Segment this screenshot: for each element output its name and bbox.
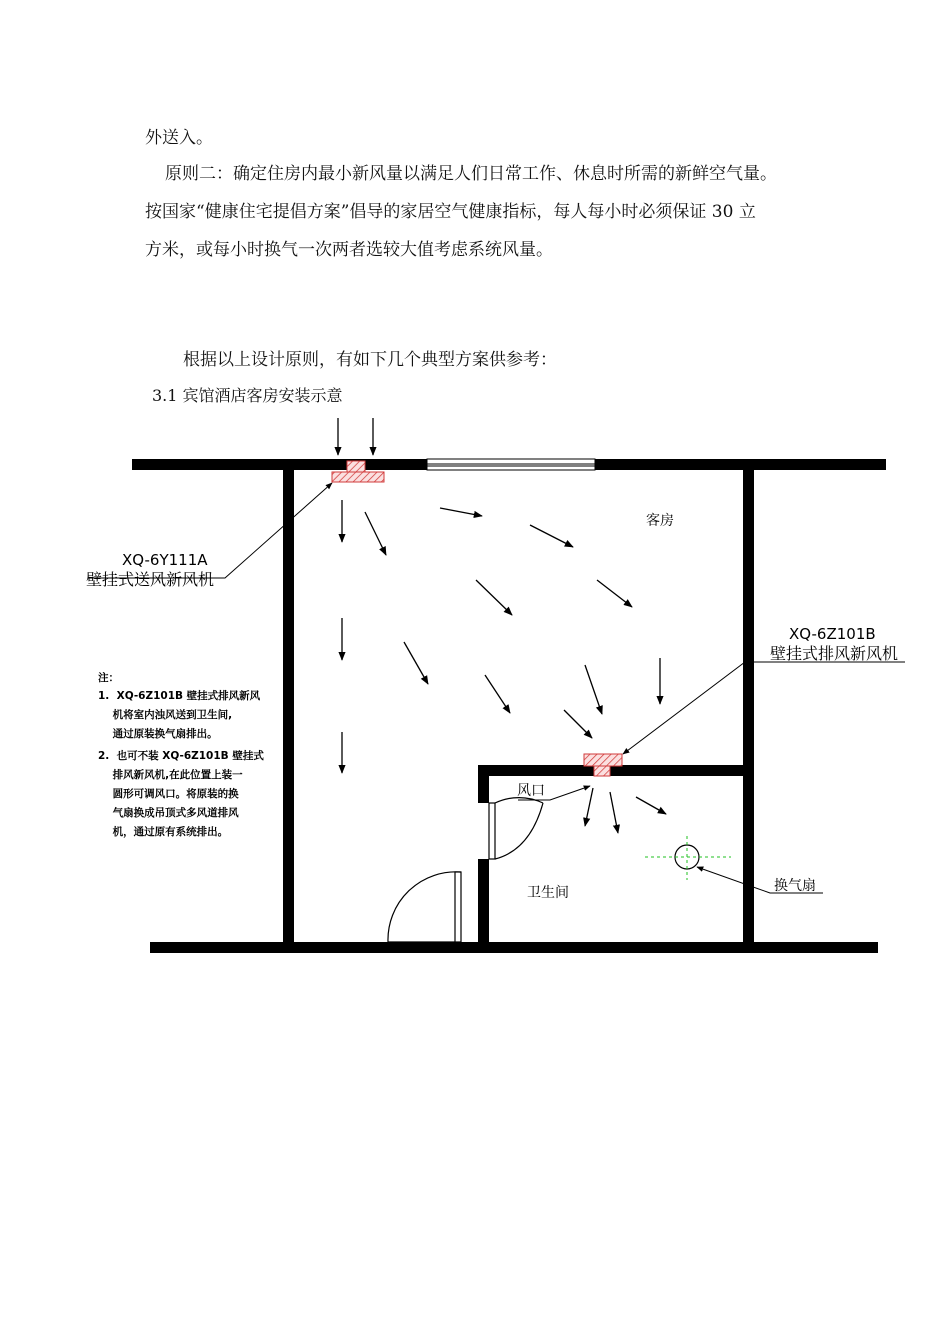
floor-plan-diagram <box>0 410 950 970</box>
fan-label: 换气扇 <box>774 878 816 894</box>
note-line: 1. XQ-6Z101B 壁挂式排风新风 <box>98 690 261 702</box>
note-line: 注： <box>98 672 119 684</box>
supply-desc-label: 壁挂式送风新风机 <box>86 570 215 589</box>
section-title: 3.1 宾馆酒店客房安装示意 <box>152 386 343 405</box>
walls <box>132 459 886 953</box>
text-line-3: 按国家“健康住宅提倡方案”倡导的家居空气健康指标，每人每小时必须保证 30 立 <box>145 202 756 222</box>
diagram-notes <box>98 671 264 838</box>
text-line-4: 方米，或每小时换气一次两者选较大值考虑系统风量。 <box>145 240 553 260</box>
note-line: 气扇换成吊顶式多风道排风 <box>98 807 239 819</box>
note-line: 排风新风机,在此位置上装一 <box>98 769 243 781</box>
text-line-2: 原则二：确定住房内最小新风量以满足人们日常工作、休息时所需的新鲜空气量。 <box>165 164 777 184</box>
text-line-5: 根据以上设计原则，有如下几个典型方案供参考： <box>183 350 557 370</box>
supply-model-label: XQ-6Y111A <box>122 551 208 569</box>
note-line: 机，通过原有系统排出。 <box>98 826 229 838</box>
note-line: 通过原装换气扇排出。 <box>98 728 218 740</box>
exhaust-fan <box>645 836 731 880</box>
exhaust-model-label: XQ-6Z101B <box>789 625 876 643</box>
text-line-1: 外送入。 <box>145 128 213 148</box>
window <box>427 459 595 470</box>
guest-room-label: 客房 <box>646 513 674 529</box>
vent-label: 风口 <box>517 783 545 799</box>
doors <box>388 798 543 942</box>
exhaust-desc-label: 壁挂式排风新风机 <box>770 644 899 663</box>
note-line: 机将室内浊风送到卫生间, <box>98 709 233 721</box>
bathroom-label: 卫生间 <box>527 885 569 901</box>
note-line: 2. 也可不装 XQ-6Z101B 壁挂式 <box>98 750 264 762</box>
note-line: 圆形可调风口。将原装的换 <box>98 788 239 800</box>
